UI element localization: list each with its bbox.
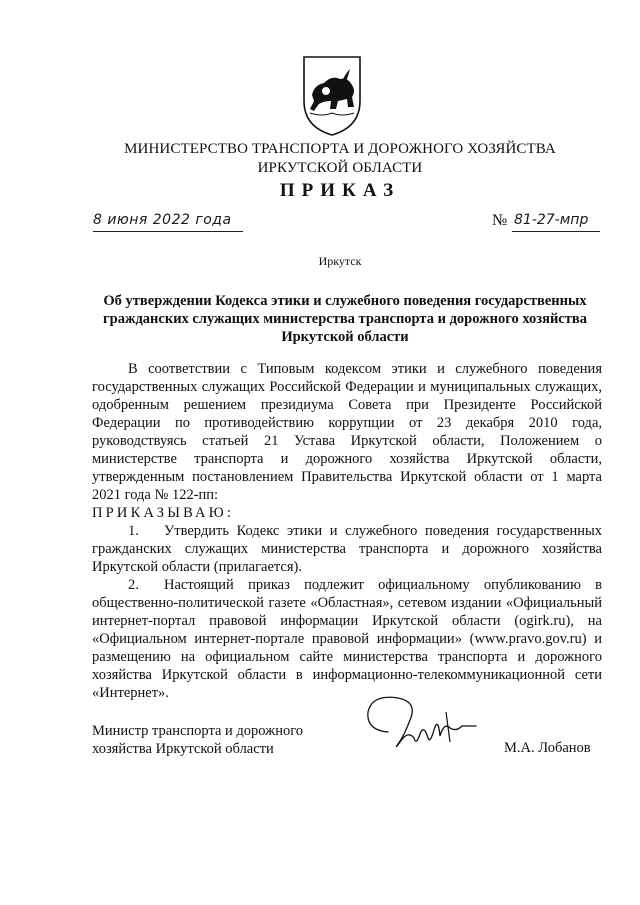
signer-position (92, 722, 303, 758)
ministry-name (90, 140, 590, 178)
order-number (492, 212, 602, 236)
order-item (92, 522, 602, 576)
signer-position-line-2: хозяйства Иркутской области (92, 741, 274, 757)
item-number: 2. (128, 577, 139, 593)
order-number-handwritten: 81-27-мпр (514, 212, 589, 228)
order-item (92, 576, 602, 702)
order-date (93, 212, 243, 236)
order-word: ПРИКАЗЫВАЮ: (92, 505, 235, 521)
signature-icon (358, 692, 498, 762)
document-type-title: ПРИКАЗ (279, 180, 401, 201)
order-subject: Об утверждении Кодекса этики и служебного поведения государственных гражданских служащих министерства транспорта и дорожного хозяйства Иркутской области (103, 293, 587, 345)
signer-position-line-1: Министр транспорта и дорожного (92, 723, 304, 739)
signer-name: М.А. Лобанов (504, 740, 591, 756)
item-number: 1. (128, 523, 139, 539)
item-text: Настоящий приказ подлежит официальному опубликованию в общественно-политической газете «Областная», сетевом издании «Официальный интернет-портал правовой информации Иркутской области (ogirk.ru), на «Официальном интернет-портале правовой информации» (www.pravo.gov.ru) и размещению на официальном сайте министерства транспорта и дорожного хозяйства Иркутской области в информационно-телекоммуникационной сети «Интернет». (92, 577, 602, 701)
number-underline (512, 231, 600, 232)
order-body (92, 360, 602, 702)
number-sign: № (492, 212, 508, 229)
coat-of-arms-icon (302, 55, 362, 137)
date-underline (93, 231, 243, 232)
order-date-handwritten: 8 июня 2022 года (93, 212, 232, 228)
ministry-line-1: МИНИСТЕРСТВО ТРАНСПОРТА И ДОРОЖНОГО ХОЗЯЙСТВА (124, 141, 556, 157)
item-text: Утвердить Кодекс этики и служебного поведения государственных гражданских служащих министерства транспорта и дорожного хозяйства Иркутской области (прилагается). (92, 523, 602, 575)
preamble-paragraph: В соответствии с Типовым кодексом этики и служебного поведения государственных служащих Российской Федерации и муниципальных служащих, одобренным решением президиума Совета при Президенте Российской Федерации по противодействию коррупции от 23 декабря 2010 года, руководствуясь статьей 21 Устава Иркутской области, Положением о министерстве транспорта и дорожного хозяйства Иркутской области, утвержденным постановлением Правительства Иркутской области от 1 марта 2021 года № 122-пп: (92, 361, 602, 503)
city: Иркутск (318, 254, 362, 268)
ministry-line-2: ИРКУТСКОЙ ОБЛАСТИ (257, 160, 423, 176)
